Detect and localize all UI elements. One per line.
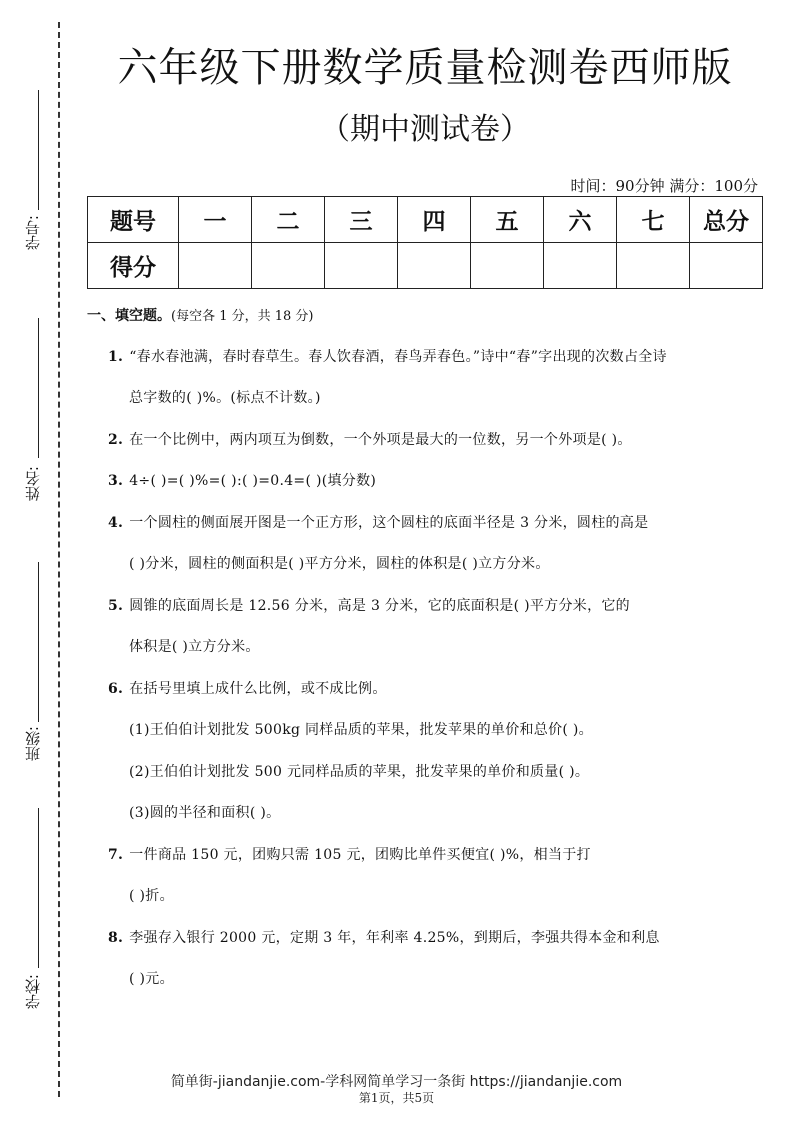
section-title: 一、填空题。 (87, 308, 171, 324)
question-7-line1 (108, 844, 591, 864)
score-input-cell[interactable] (325, 243, 398, 289)
page-subtitle: （期中测试卷） (320, 112, 530, 147)
score-header-cell: 总分 (690, 197, 763, 243)
score-input-cell[interactable] (690, 243, 763, 289)
score-input-cell[interactable] (179, 243, 252, 289)
score-header-cell: 二 (252, 197, 325, 243)
score-header-cell: 一 (179, 197, 252, 243)
question-5-line1 (108, 595, 630, 615)
section-note: (每空各 1 分，共 18 分) (171, 309, 314, 324)
question-1-line1 (108, 346, 667, 366)
question-text: (1)王伯伯计划批发 500kg 同样品质的苹果，批发苹果的单价和总价( )。 (129, 722, 593, 738)
question-text: 体积是( )立方分米。 (129, 639, 260, 655)
question-2-line1 (108, 429, 632, 449)
student-name-blank[interactable] (38, 318, 39, 458)
score-header-cell: 六 (544, 197, 617, 243)
question-3-line1 (108, 470, 376, 490)
question-number: 2. (108, 432, 124, 448)
score-header-cell: 七 (617, 197, 690, 243)
question-number: 7. (108, 847, 124, 863)
question-number: 3. (108, 473, 124, 489)
class-blank[interactable] (38, 562, 39, 722)
score-table-header-row (88, 197, 763, 243)
question-text: 总字数的( )%。(标点不计数。) (129, 390, 321, 406)
question-6-sub3 (129, 802, 280, 822)
student-id-label: 学号: (24, 215, 42, 251)
question-6-line1 (108, 678, 387, 698)
student-id-field[interactable] (22, 90, 52, 280)
question-number: 5. (108, 598, 124, 614)
question-8-line2 (129, 968, 174, 988)
school-field[interactable] (22, 808, 52, 1028)
question-4-line1 (108, 512, 648, 532)
score-input-cell[interactable] (252, 243, 325, 289)
score-header-cell: 题号 (88, 197, 179, 243)
question-text: ( )折。 (129, 888, 174, 904)
school-blank[interactable] (38, 808, 39, 968)
question-text: 4÷( )=( )%=( ):( )=0.4=( )(填分数) (129, 473, 377, 489)
question-text: 在一个比例中，两内项互为倒数，一个外项是最大的一位数，另一个外项是( )。 (129, 432, 632, 448)
page-title: 六年级下册数学质量检测卷西师版 (117, 45, 733, 91)
score-input-cell[interactable] (544, 243, 617, 289)
question-text: 一件商品 150 元，团购只需 105 元，团购比单件买便宜( )%，相当于打 (129, 847, 591, 863)
student-name-field[interactable] (22, 318, 52, 518)
score-header-cell: 四 (398, 197, 471, 243)
question-5-line2 (129, 636, 260, 656)
score-input-cell[interactable] (471, 243, 544, 289)
question-number: 6. (108, 681, 124, 697)
question-text: 圆锥的底面周长是 12.56 分米，高是 3 分米，它的底面积是( )平方分米，它的 (129, 598, 630, 614)
question-text: (3)圆的半径和面积( )。 (129, 805, 281, 821)
page-number: 第1页，共5页 (358, 1091, 435, 1105)
time-info: 时间：90分钟 满分：100分 (570, 177, 758, 195)
question-text: (2)王伯伯计划批发 500 元同样品质的苹果，批发苹果的单价和质量( )。 (129, 764, 590, 780)
score-table (87, 196, 763, 289)
student-name-label: 姓名: (24, 466, 42, 502)
section-heading (87, 305, 314, 325)
score-row-label: 得分 (88, 243, 179, 289)
question-6-sub1 (129, 719, 593, 739)
question-text: 在括号里填上成什么比例，或不成比例。 (129, 681, 387, 697)
question-text: 李强存入银行 2000 元，定期 3 年，年利率 4.25%，到期后，李强共得本金和利息 (129, 930, 660, 946)
question-1-line2 (129, 387, 321, 407)
question-text: “春水春池满，春时春草生。春人饮春酒，春鸟弄春色。”诗中“春”字出现的次数占全诗 (129, 349, 667, 365)
score-header-cell: 五 (471, 197, 544, 243)
school-label: 学校: (24, 974, 42, 1010)
question-7-line2 (129, 885, 174, 905)
footer-watermark: 简单街-jiandanjie.com-学科网简单学习一条街 https://jiandanjie.com (170, 1074, 623, 1090)
question-6-sub2 (129, 761, 589, 781)
student-id-blank[interactable] (38, 90, 39, 210)
question-8-line1 (108, 927, 660, 947)
score-table-score-row (88, 243, 763, 289)
class-label: 班级: (24, 726, 42, 762)
class-field[interactable] (22, 562, 52, 777)
question-text: 一个圆柱的侧面展开图是一个正方形，这个圆柱的底面半径是 3 分米，圆柱的高是 (129, 515, 649, 531)
score-input-cell[interactable] (617, 243, 690, 289)
binding-dashed-line (58, 22, 60, 1097)
question-number: 8. (108, 930, 124, 946)
question-number: 4. (108, 515, 124, 531)
score-header-cell: 三 (325, 197, 398, 243)
question-text: ( )分米，圆柱的侧面积是( )平方分米，圆柱的体积是( )立方分米。 (129, 556, 550, 572)
question-text: ( )元。 (129, 971, 174, 987)
score-input-cell[interactable] (398, 243, 471, 289)
question-number: 1. (108, 349, 124, 365)
question-4-line2 (129, 553, 550, 573)
